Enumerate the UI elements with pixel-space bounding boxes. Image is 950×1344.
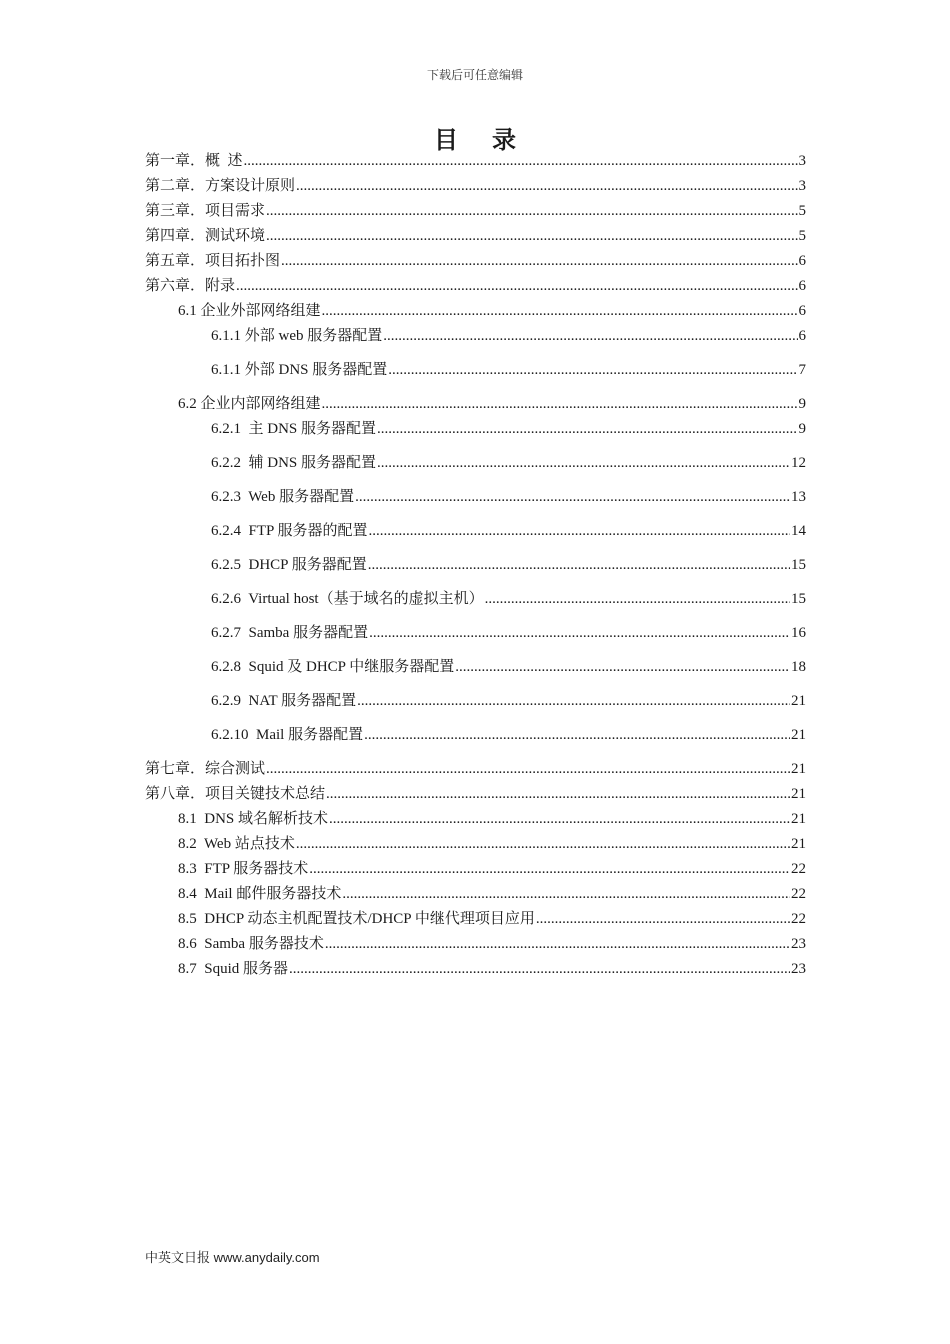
toc-entry-label: 6.2.2 辅 DNS 服务器配置	[211, 455, 377, 471]
toc-entry-page: 21	[791, 786, 806, 802]
toc-entry-label: 第六章．附录	[145, 278, 236, 294]
toc-entry-page: 5	[798, 228, 806, 244]
toc-entry-label: 6.2.7 Samba 服务器配置	[211, 625, 369, 641]
toc-entry[interactable]	[145, 417, 806, 442]
toc-dot-leader	[322, 299, 798, 324]
toc-entry-label: 第二章．方案设计原则	[145, 178, 296, 194]
toc-entry-label: 8.6 Samba 服务器技术	[178, 936, 324, 952]
toc-entry-label: 第八章．项目关键技术总结	[145, 786, 326, 802]
toc-entry-page: 3	[798, 178, 806, 194]
toc-dot-leader	[388, 358, 797, 383]
toc-entry-page: 21	[791, 761, 806, 777]
toc-entry[interactable]	[145, 485, 806, 510]
toc-entry-page: 23	[791, 936, 806, 952]
toc-dot-leader	[357, 689, 790, 714]
toc-entry[interactable]	[145, 519, 806, 544]
toc-entry-page: 12	[791, 455, 806, 471]
toc-dot-leader	[342, 882, 790, 907]
toc-entry[interactable]	[145, 807, 806, 832]
toc-entry[interactable]	[145, 832, 806, 857]
toc-entry-label: 第七章．综合测试	[145, 761, 266, 777]
toc-entry[interactable]	[145, 907, 806, 932]
toc-entry[interactable]	[145, 224, 806, 249]
toc-dot-leader	[281, 249, 797, 274]
toc-entry[interactable]	[145, 174, 806, 199]
toc-entry-label: 第五章．项目拓扑图	[145, 253, 281, 269]
toc-dot-leader	[368, 553, 790, 578]
toc-entry-page: 7	[798, 362, 806, 378]
toc-entry[interactable]	[145, 655, 806, 680]
toc-entry-page: 15	[791, 557, 806, 573]
toc-entry[interactable]	[145, 324, 806, 349]
toc-entry-page: 6	[798, 303, 806, 319]
toc-dot-leader	[266, 757, 790, 782]
toc-entry-label: 6.2.1 主 DNS 服务器配置	[211, 421, 377, 437]
toc-entry-page: 5	[798, 203, 806, 219]
toc-entry-label: 6.1 企业外部网络组建	[178, 303, 321, 319]
toc-dot-leader	[236, 274, 797, 299]
toc-dot-leader	[455, 655, 790, 680]
toc-entry[interactable]	[145, 587, 806, 612]
toc-dot-leader	[369, 519, 790, 544]
page-header: 下载后可任意编辑	[426, 68, 523, 82]
toc-entry-page: 15	[791, 591, 806, 607]
toc-entry[interactable]	[145, 857, 806, 882]
toc-dot-leader	[326, 782, 790, 807]
toc-entry-label: 6.2.8 Squid 及 DHCP 中继服务器配置	[211, 659, 455, 675]
toc-entry-page: 23	[791, 961, 806, 977]
toc-entry-page: 3	[798, 153, 806, 169]
toc-entry-label: 6.2.5 DHCP 服务器配置	[211, 557, 367, 573]
toc-entry-page: 22	[791, 911, 806, 927]
toc-entry-label: 6.2.9 NAT 服务器配置	[211, 693, 357, 709]
toc-entry-label: 8.4 Mail 邮件服务器技术	[178, 886, 342, 902]
toc-entry-page: 22	[791, 886, 806, 902]
toc-dot-leader	[377, 451, 790, 476]
toc-entry-label: 6.1.1 外部 DNS 服务器配置	[211, 362, 388, 378]
toc-dot-leader	[355, 485, 790, 510]
toc-entry-label: 6.2 企业内部网络组建	[178, 396, 321, 412]
toc-entry[interactable]	[145, 882, 806, 907]
toc-entry-page: 16	[791, 625, 806, 641]
toc-entry-page: 21	[791, 836, 806, 852]
toc-entry[interactable]	[145, 621, 806, 646]
toc-dot-leader	[536, 907, 790, 932]
toc-entry-page: 21	[791, 727, 806, 743]
toc-dot-leader	[383, 324, 797, 349]
toc-entry-page: 6	[798, 328, 806, 344]
toc-dot-leader	[329, 807, 790, 832]
toc-dot-leader	[296, 832, 790, 857]
toc-entry[interactable]	[145, 199, 806, 224]
toc-dot-leader	[369, 621, 790, 646]
page-footer: 中英文日报 www.anydaily.com	[145, 1250, 320, 1265]
toc-dot-leader	[309, 857, 790, 882]
toc-entry[interactable]	[145, 274, 806, 299]
toc-entry-page: 9	[798, 421, 806, 437]
toc-dot-leader	[244, 149, 798, 174]
toc-dot-leader	[296, 174, 797, 199]
toc-entry[interactable]	[145, 249, 806, 274]
toc-entry[interactable]	[145, 757, 806, 782]
toc-dot-leader	[322, 392, 798, 417]
toc-entry-label: 第一章．概 述	[145, 153, 243, 169]
toc-entry-label: 6.2.4 FTP 服务器的配置	[211, 523, 368, 539]
toc-entry-page: 9	[798, 396, 806, 412]
toc-entry-label: 8.2 Web 站点技术	[178, 836, 295, 852]
toc-dot-leader	[485, 587, 790, 612]
toc-entry-page: 6	[798, 253, 806, 269]
toc-entry-page: 21	[791, 693, 806, 709]
toc-entry[interactable]	[145, 932, 806, 957]
toc-entry-label: 8.1 DNS 域名解析技术	[178, 811, 329, 827]
toc-dot-leader	[266, 199, 797, 224]
toc-entry[interactable]	[145, 782, 806, 807]
toc-title: 目 录	[434, 128, 530, 154]
toc-entry-label: 6.2.10 Mail 服务器配置	[211, 727, 364, 743]
toc-entry[interactable]	[145, 957, 806, 982]
toc-entry[interactable]	[145, 149, 806, 174]
toc-entry-page: 14	[791, 523, 806, 539]
toc-entry-page: 18	[791, 659, 806, 675]
toc-entry[interactable]	[145, 553, 806, 578]
toc-entry[interactable]	[145, 451, 806, 476]
toc-entry[interactable]	[145, 689, 806, 714]
toc-entry-label: 8.3 FTP 服务器技术	[178, 861, 309, 877]
toc-dot-leader	[364, 723, 790, 748]
toc-entry-page: 13	[791, 489, 806, 505]
toc-entry-label: 第三章．项目需求	[145, 203, 266, 219]
toc-entry-label: 6.2.6 Virtual host（基于域名的虚拟主机）	[211, 591, 484, 607]
toc-entry-page: 6	[798, 278, 806, 294]
toc-dot-leader	[377, 417, 797, 442]
toc-dot-leader	[266, 224, 797, 249]
toc-entry[interactable]	[145, 299, 806, 324]
toc-entry[interactable]	[145, 358, 806, 383]
toc-entry-label: 8.7 Squid 服务器	[178, 961, 289, 977]
toc-entry-label: 8.5 DHCP 动态主机配置技术/DHCP 中继代理项目应用	[178, 911, 535, 927]
toc-dot-leader	[289, 957, 790, 982]
toc-dot-leader	[325, 932, 790, 957]
toc-entry-label: 第四章．测试环境	[145, 228, 266, 244]
toc-entry[interactable]	[145, 723, 806, 748]
toc-entry-page: 22	[791, 861, 806, 877]
table-of-contents	[145, 149, 806, 982]
toc-entry-label: 6.2.3 Web 服务器配置	[211, 489, 355, 505]
toc-entry-label: 6.1.1 外部 web 服务器配置	[211, 328, 383, 344]
toc-entry[interactable]	[145, 392, 806, 417]
toc-entry-page: 21	[791, 811, 806, 827]
